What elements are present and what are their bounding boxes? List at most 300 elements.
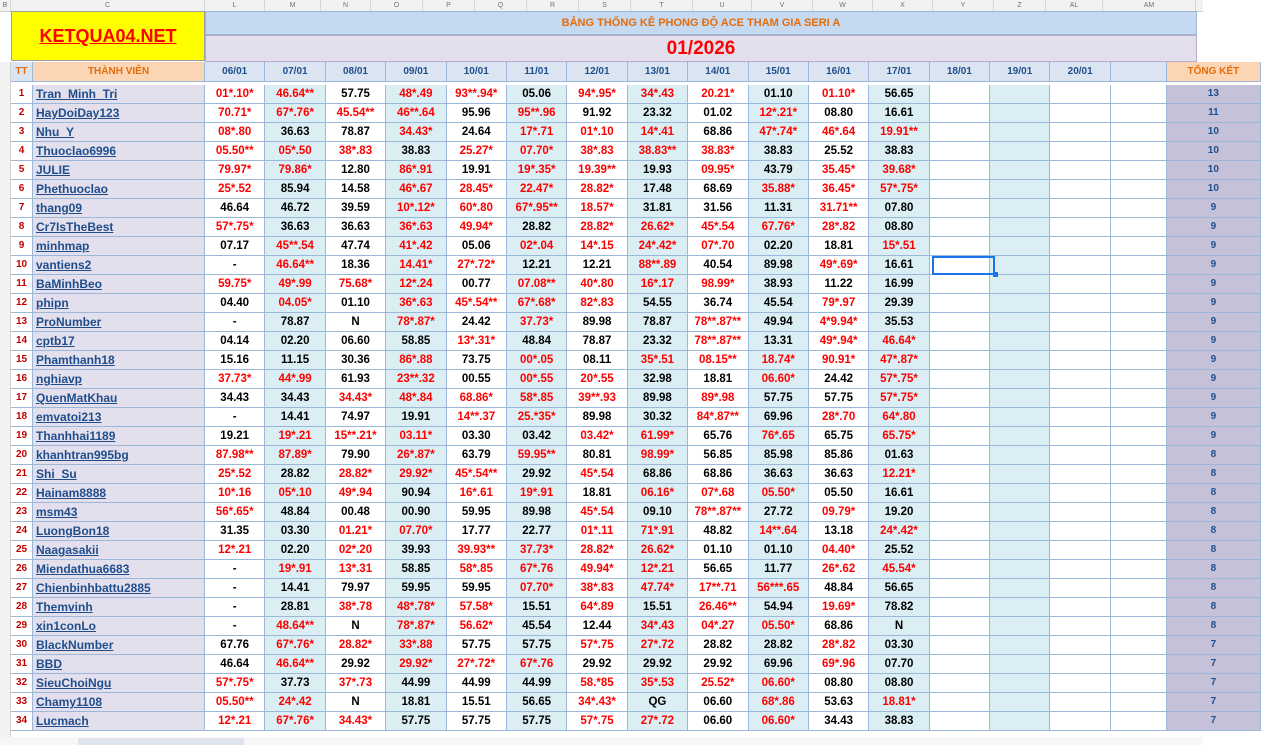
result-cell[interactable]: 48.84	[809, 579, 869, 598]
result-cell[interactable]: 05.50*	[749, 617, 809, 636]
empty-cell[interactable]	[990, 446, 1050, 465]
empty-cell[interactable]	[1050, 712, 1110, 731]
result-cell[interactable]: 34.43	[265, 389, 325, 408]
result-cell[interactable]: 32.98	[628, 370, 688, 389]
result-cell[interactable]: 19.20	[869, 503, 929, 522]
result-cell[interactable]: 78**.87**	[688, 313, 748, 332]
result-cell[interactable]: 57*.75*	[869, 370, 929, 389]
result-cell[interactable]: 48*.78*	[386, 598, 446, 617]
result-cell[interactable]: 11.31	[749, 199, 809, 218]
spacer-cell[interactable]	[1111, 85, 1167, 104]
result-cell[interactable]: 01.10	[326, 294, 386, 313]
result-cell[interactable]: 28.82	[688, 636, 748, 655]
result-cell[interactable]: 03.11*	[386, 427, 446, 446]
result-cell[interactable]: 38.83	[749, 142, 809, 161]
result-cell[interactable]: 25.52*	[688, 674, 748, 693]
result-cell[interactable]: 28.82*	[326, 465, 386, 484]
member-name[interactable]: Naagasakii	[33, 541, 205, 560]
result-cell[interactable]: 17.48	[628, 180, 688, 199]
result-cell[interactable]: 25.*35*	[507, 408, 567, 427]
result-cell[interactable]: 00*.05	[507, 351, 567, 370]
result-cell[interactable]: 43.79	[749, 161, 809, 180]
result-cell[interactable]: 16.61	[869, 256, 929, 275]
result-cell[interactable]: 30.32	[628, 408, 688, 427]
result-cell[interactable]: 17**.71	[688, 579, 748, 598]
result-cell[interactable]: 26.46**	[688, 598, 748, 617]
result-cell[interactable]: 12*.24	[386, 275, 446, 294]
result-cell[interactable]: 38*.83	[567, 142, 627, 161]
result-cell[interactable]: 04.40	[205, 294, 265, 313]
empty-cell[interactable]	[990, 579, 1050, 598]
result-cell[interactable]: 18.81	[809, 237, 869, 256]
empty-cell[interactable]	[1050, 503, 1110, 522]
result-cell[interactable]: 94*.95*	[567, 85, 627, 104]
result-cell[interactable]: -	[205, 408, 265, 427]
empty-cell[interactable]	[1050, 484, 1110, 503]
empty-cell[interactable]	[930, 693, 990, 712]
result-cell[interactable]: 01.63	[869, 446, 929, 465]
result-cell[interactable]: 03.30	[869, 636, 929, 655]
result-cell[interactable]: 89.98	[628, 389, 688, 408]
result-cell[interactable]: 02.20	[265, 332, 325, 351]
result-cell[interactable]: 24.42	[447, 313, 507, 332]
result-cell[interactable]: 26*.87*	[386, 446, 446, 465]
result-cell[interactable]: 15.51	[507, 598, 567, 617]
empty-cell[interactable]	[930, 465, 990, 484]
result-cell[interactable]: 57*.75	[567, 636, 627, 655]
result-cell[interactable]: 38*.83	[326, 142, 386, 161]
result-cell[interactable]: 19*.91	[265, 560, 325, 579]
spacer-cell[interactable]	[1111, 142, 1167, 161]
member-name[interactable]: JULIE	[33, 161, 205, 180]
member-name[interactable]: Lucmach	[33, 712, 205, 731]
empty-cell[interactable]	[930, 484, 990, 503]
result-cell[interactable]: 49*.99	[265, 275, 325, 294]
member-name[interactable]: minhmap	[33, 237, 205, 256]
member-name[interactable]: vantiens2	[33, 256, 205, 275]
result-cell[interactable]: 45*.54	[688, 218, 748, 237]
result-cell[interactable]: 64*.89	[567, 598, 627, 617]
result-cell[interactable]: -	[205, 256, 265, 275]
result-cell[interactable]: 46.64**	[265, 655, 325, 674]
result-cell[interactable]: 44.99	[507, 674, 567, 693]
result-cell[interactable]: 85.98	[749, 446, 809, 465]
result-cell[interactable]: 04.05*	[265, 294, 325, 313]
result-cell[interactable]: 25.52	[869, 541, 929, 560]
result-cell[interactable]: 93**.94*	[447, 85, 507, 104]
result-cell[interactable]: 73.75	[447, 351, 507, 370]
result-cell[interactable]: 34*.43	[628, 617, 688, 636]
result-cell[interactable]: 59.95	[386, 579, 446, 598]
result-cell[interactable]: 26.62*	[628, 218, 688, 237]
result-cell[interactable]: 16.61	[869, 484, 929, 503]
result-cell[interactable]: 28.82	[749, 636, 809, 655]
result-cell[interactable]: 95.96	[447, 104, 507, 123]
result-cell[interactable]: 06.60*	[749, 674, 809, 693]
empty-cell[interactable]	[1050, 256, 1110, 275]
empty-cell[interactable]	[990, 655, 1050, 674]
result-cell[interactable]: 27*.72	[628, 712, 688, 731]
result-cell[interactable]: 39.59	[326, 199, 386, 218]
result-cell[interactable]: 46.72	[265, 199, 325, 218]
result-cell[interactable]: 01.10	[688, 541, 748, 560]
result-cell[interactable]: 57.75	[507, 636, 567, 655]
result-cell[interactable]: 60*.80	[447, 199, 507, 218]
result-cell[interactable]: 57*.75*	[869, 180, 929, 199]
result-cell[interactable]: 08.80	[869, 218, 929, 237]
empty-cell[interactable]	[990, 693, 1050, 712]
result-cell[interactable]: 08.80	[809, 674, 869, 693]
result-cell[interactable]: 48.84	[265, 503, 325, 522]
result-cell[interactable]: 67*.76*	[265, 104, 325, 123]
result-cell[interactable]: 24.64	[447, 123, 507, 142]
spacer-cell[interactable]	[1111, 294, 1167, 313]
spacer-cell[interactable]	[1111, 522, 1167, 541]
result-cell[interactable]: 03.42	[507, 427, 567, 446]
result-cell[interactable]: 20.21*	[688, 85, 748, 104]
result-cell[interactable]: 05.06	[447, 237, 507, 256]
result-cell[interactable]: 35.88*	[749, 180, 809, 199]
empty-cell[interactable]	[1050, 693, 1110, 712]
spacer-cell[interactable]	[1111, 617, 1167, 636]
empty-cell[interactable]	[990, 598, 1050, 617]
result-cell[interactable]: 86*.91	[386, 161, 446, 180]
result-cell[interactable]: 79.97*	[205, 161, 265, 180]
result-cell[interactable]: 67.76*	[749, 218, 809, 237]
result-cell[interactable]: 38.83	[869, 142, 929, 161]
result-cell[interactable]: 46.64	[205, 199, 265, 218]
empty-cell[interactable]	[990, 712, 1050, 731]
empty-cell[interactable]	[990, 123, 1050, 142]
result-cell[interactable]: 88**.89	[628, 256, 688, 275]
result-cell[interactable]: 23.32	[628, 332, 688, 351]
result-cell[interactable]: 01*.11	[567, 522, 627, 541]
result-cell[interactable]: 18.81	[386, 693, 446, 712]
result-cell[interactable]: 14*.15	[567, 237, 627, 256]
result-cell[interactable]: 49*.94*	[809, 332, 869, 351]
empty-cell[interactable]	[930, 427, 990, 446]
result-cell[interactable]: N	[326, 313, 386, 332]
empty-cell[interactable]	[1050, 674, 1110, 693]
empty-cell[interactable]	[990, 332, 1050, 351]
result-cell[interactable]: 44.99	[447, 674, 507, 693]
result-cell[interactable]: 89.98	[567, 408, 627, 427]
member-name[interactable]: Cr7IsTheBest	[33, 218, 205, 237]
result-cell[interactable]: 27*.72*	[447, 256, 507, 275]
column-letter[interactable]: Z	[994, 0, 1046, 11]
result-cell[interactable]: 18.81	[688, 370, 748, 389]
result-cell[interactable]: 87.89*	[265, 446, 325, 465]
empty-cell[interactable]	[930, 104, 990, 123]
result-cell[interactable]: 12*.21	[205, 712, 265, 731]
result-cell[interactable]: 85.86	[809, 446, 869, 465]
empty-cell[interactable]	[990, 313, 1050, 332]
result-cell[interactable]: 28.82*	[567, 541, 627, 560]
spacer-cell[interactable]	[1111, 218, 1167, 237]
result-cell[interactable]: 24*.42	[265, 693, 325, 712]
result-cell[interactable]: 24*.42*	[628, 237, 688, 256]
result-cell[interactable]: 78.87	[628, 313, 688, 332]
result-cell[interactable]: 47.74	[326, 237, 386, 256]
result-cell[interactable]: 14.41	[265, 579, 325, 598]
result-cell[interactable]: 78.87	[326, 123, 386, 142]
result-cell[interactable]: 06.60	[688, 693, 748, 712]
member-name[interactable]: Thuoclao6996	[33, 142, 205, 161]
result-cell[interactable]: 10*.12*	[386, 199, 446, 218]
empty-cell[interactable]	[990, 85, 1050, 104]
result-cell[interactable]: 68.86	[628, 465, 688, 484]
empty-cell[interactable]	[990, 199, 1050, 218]
result-cell[interactable]: 90.91*	[809, 351, 869, 370]
empty-cell[interactable]	[930, 370, 990, 389]
result-cell[interactable]: 36.63	[265, 123, 325, 142]
result-cell[interactable]: 34*.43	[628, 85, 688, 104]
result-cell[interactable]: 12.21	[507, 256, 567, 275]
result-cell[interactable]: 53.63	[809, 693, 869, 712]
result-cell[interactable]: 56.65	[869, 85, 929, 104]
result-cell[interactable]: 95**.96	[507, 104, 567, 123]
result-cell[interactable]: 63.79	[447, 446, 507, 465]
result-cell[interactable]: 68.86*	[447, 389, 507, 408]
result-cell[interactable]: 78**.87**	[688, 503, 748, 522]
result-cell[interactable]: 12.44	[567, 617, 627, 636]
empty-cell[interactable]	[1050, 199, 1110, 218]
spacer-cell[interactable]	[1111, 560, 1167, 579]
empty-cell[interactable]	[930, 85, 990, 104]
empty-cell[interactable]	[930, 579, 990, 598]
empty-cell[interactable]	[990, 408, 1050, 427]
result-cell[interactable]: 25*.52	[205, 180, 265, 199]
result-cell[interactable]: 71*.91	[628, 522, 688, 541]
member-name[interactable]: emvatoi213	[33, 408, 205, 427]
member-name[interactable]: phipn	[33, 294, 205, 313]
result-cell[interactable]: N	[869, 617, 929, 636]
result-cell[interactable]: 19.21	[205, 427, 265, 446]
result-cell[interactable]: 56.85	[688, 446, 748, 465]
result-cell[interactable]: 24.42	[809, 370, 869, 389]
result-cell[interactable]: 17*.71	[507, 123, 567, 142]
result-cell[interactable]: 57.75	[749, 389, 809, 408]
result-cell[interactable]: 34.43*	[386, 123, 446, 142]
result-cell[interactable]: 34.43*	[326, 389, 386, 408]
result-cell[interactable]: 12*.21	[628, 560, 688, 579]
result-cell[interactable]: 08.80	[869, 674, 929, 693]
empty-cell[interactable]	[1050, 655, 1110, 674]
result-cell[interactable]: 89*.98	[688, 389, 748, 408]
empty-cell[interactable]	[1050, 351, 1110, 370]
result-cell[interactable]: 28.82*	[567, 218, 627, 237]
result-cell[interactable]: 19.69*	[809, 598, 869, 617]
result-cell[interactable]: 03.30	[265, 522, 325, 541]
result-cell[interactable]: 46*.67	[386, 180, 446, 199]
member-name[interactable]: Phethuoclao	[33, 180, 205, 199]
spacer-cell[interactable]	[1111, 180, 1167, 199]
empty-cell[interactable]	[930, 275, 990, 294]
empty-cell[interactable]	[930, 408, 990, 427]
empty-cell[interactable]	[990, 256, 1050, 275]
result-cell[interactable]: 84*.87**	[688, 408, 748, 427]
empty-cell[interactable]	[990, 161, 1050, 180]
result-cell[interactable]: 28*.82	[809, 636, 869, 655]
empty-cell[interactable]	[990, 351, 1050, 370]
result-cell[interactable]: 58.85	[386, 332, 446, 351]
result-cell[interactable]: 09.79*	[809, 503, 869, 522]
result-cell[interactable]: 67*.76	[507, 655, 567, 674]
result-cell[interactable]: 36.74	[688, 294, 748, 313]
result-cell[interactable]: 87.98**	[205, 446, 265, 465]
empty-cell[interactable]	[1050, 446, 1110, 465]
result-cell[interactable]: 67*.68*	[507, 294, 567, 313]
result-cell[interactable]: 48*.49	[386, 85, 446, 104]
result-cell[interactable]: 14**.64	[749, 522, 809, 541]
member-name[interactable]: Themvinh	[33, 598, 205, 617]
result-cell[interactable]: 40*.80	[567, 275, 627, 294]
result-cell[interactable]: 80.81	[567, 446, 627, 465]
result-cell[interactable]: 48*.84	[386, 389, 446, 408]
result-cell[interactable]: 35*.51	[628, 351, 688, 370]
spacer-cell[interactable]	[1111, 256, 1167, 275]
column-letter[interactable]: Q	[475, 0, 527, 11]
empty-cell[interactable]	[930, 218, 990, 237]
result-cell[interactable]: 90.94	[386, 484, 446, 503]
member-name[interactable]: Miendathua6683	[33, 560, 205, 579]
empty-cell[interactable]	[990, 560, 1050, 579]
result-cell[interactable]: 00*.55	[507, 370, 567, 389]
result-cell[interactable]: 67*.95**	[507, 199, 567, 218]
result-cell[interactable]: 74.97	[326, 408, 386, 427]
spacer-cell[interactable]	[1111, 484, 1167, 503]
empty-cell[interactable]	[1050, 465, 1110, 484]
result-cell[interactable]: 18.74*	[749, 351, 809, 370]
result-cell[interactable]: 00.48	[326, 503, 386, 522]
result-cell[interactable]: 33*.88	[386, 636, 446, 655]
result-cell[interactable]: 89.98	[507, 503, 567, 522]
result-cell[interactable]: 01.10*	[809, 85, 869, 104]
member-name[interactable]: msm43	[33, 503, 205, 522]
result-cell[interactable]: 65.75*	[869, 427, 929, 446]
empty-cell[interactable]	[1050, 598, 1110, 617]
empty-cell[interactable]	[1050, 294, 1110, 313]
result-cell[interactable]: -	[205, 560, 265, 579]
empty-cell[interactable]	[1050, 161, 1110, 180]
result-cell[interactable]: 68.86	[688, 123, 748, 142]
result-cell[interactable]: 56.65	[869, 579, 929, 598]
result-cell[interactable]: 11.77	[749, 560, 809, 579]
result-cell[interactable]: 68.69	[688, 180, 748, 199]
empty-cell[interactable]	[1050, 389, 1110, 408]
result-cell[interactable]: 24*.42*	[869, 522, 929, 541]
result-cell[interactable]: 39.93	[386, 541, 446, 560]
result-cell[interactable]: 23**.32	[386, 370, 446, 389]
empty-cell[interactable]	[930, 712, 990, 731]
result-cell[interactable]: 49.94*	[447, 218, 507, 237]
result-cell[interactable]: 48.64**	[265, 617, 325, 636]
result-cell[interactable]: 28.82	[507, 218, 567, 237]
empty-cell[interactable]	[990, 427, 1050, 446]
result-cell[interactable]: 36*.63	[386, 294, 446, 313]
member-name[interactable]: nghiavp	[33, 370, 205, 389]
column-letter[interactable]: W	[813, 0, 873, 11]
result-cell[interactable]: 01.10	[749, 85, 809, 104]
spacer-cell[interactable]	[1111, 104, 1167, 123]
column-letter[interactable]: S	[579, 0, 631, 11]
member-name[interactable]: xin1conLo	[33, 617, 205, 636]
result-cell[interactable]: 14**.37	[447, 408, 507, 427]
result-cell[interactable]: 61.93	[326, 370, 386, 389]
empty-cell[interactable]	[990, 389, 1050, 408]
result-cell[interactable]: -	[205, 313, 265, 332]
result-cell[interactable]: 13.18	[809, 522, 869, 541]
result-cell[interactable]: 15**.21*	[326, 427, 386, 446]
result-cell[interactable]: 13.31	[749, 332, 809, 351]
result-cell[interactable]: 19*.21	[265, 427, 325, 446]
result-cell[interactable]: 37*.73	[326, 674, 386, 693]
result-cell[interactable]: 06.60*	[749, 370, 809, 389]
member-name[interactable]: BBD	[33, 655, 205, 674]
result-cell[interactable]: 56*.65*	[205, 503, 265, 522]
result-cell[interactable]: 61.99*	[628, 427, 688, 446]
spacer-cell[interactable]	[1111, 598, 1167, 617]
result-cell[interactable]: 76*.65	[749, 427, 809, 446]
result-cell[interactable]: 23.32	[628, 104, 688, 123]
member-name[interactable]: Nhu_Y	[33, 123, 205, 142]
member-name[interactable]: Thanhhai1189	[33, 427, 205, 446]
empty-cell[interactable]	[930, 503, 990, 522]
result-cell[interactable]: 08.80	[809, 104, 869, 123]
result-cell[interactable]: 48.82	[688, 522, 748, 541]
column-letter[interactable]: T	[631, 0, 693, 11]
result-cell[interactable]: 48.84	[507, 332, 567, 351]
result-cell[interactable]: 07*.70	[688, 237, 748, 256]
empty-cell[interactable]	[990, 370, 1050, 389]
member-name[interactable]: Shi_Su	[33, 465, 205, 484]
result-cell[interactable]: 40.54	[688, 256, 748, 275]
member-name[interactable]: khanhtran995bg	[33, 446, 205, 465]
spacer-cell[interactable]	[1111, 351, 1167, 370]
empty-cell[interactable]	[990, 636, 1050, 655]
result-cell[interactable]: 36.63	[809, 465, 869, 484]
empty-cell[interactable]	[1050, 313, 1110, 332]
result-cell[interactable]: 02.20	[749, 237, 809, 256]
member-name[interactable]: Chamy1108	[33, 693, 205, 712]
result-cell[interactable]: 36.63	[326, 218, 386, 237]
result-cell[interactable]: 06.60	[326, 332, 386, 351]
result-cell[interactable]: 15.16	[205, 351, 265, 370]
result-cell[interactable]: 13*.31*	[447, 332, 507, 351]
result-cell[interactable]: 00.55	[447, 370, 507, 389]
result-cell[interactable]: 20*.55	[567, 370, 627, 389]
spacer-cell[interactable]	[1111, 503, 1167, 522]
column-letter[interactable]: L	[205, 0, 265, 11]
empty-cell[interactable]	[930, 522, 990, 541]
result-cell[interactable]: 78*.87*	[386, 313, 446, 332]
result-cell[interactable]: 39.93**	[447, 541, 507, 560]
empty-cell[interactable]	[930, 199, 990, 218]
empty-cell[interactable]	[1050, 427, 1110, 446]
result-cell[interactable]: 11.15	[265, 351, 325, 370]
result-cell[interactable]: 15.51	[628, 598, 688, 617]
result-cell[interactable]: 59.75*	[205, 275, 265, 294]
result-cell[interactable]: 05.50	[809, 484, 869, 503]
result-cell[interactable]: 57*.75*	[205, 218, 265, 237]
result-cell[interactable]: 26.62*	[628, 541, 688, 560]
result-cell[interactable]: 19.39**	[567, 161, 627, 180]
result-cell[interactable]: 07.70*	[386, 522, 446, 541]
result-cell[interactable]: 31.81	[628, 199, 688, 218]
result-cell[interactable]: 08.15**	[688, 351, 748, 370]
empty-cell[interactable]	[930, 674, 990, 693]
column-letter[interactable]: C	[11, 0, 205, 11]
